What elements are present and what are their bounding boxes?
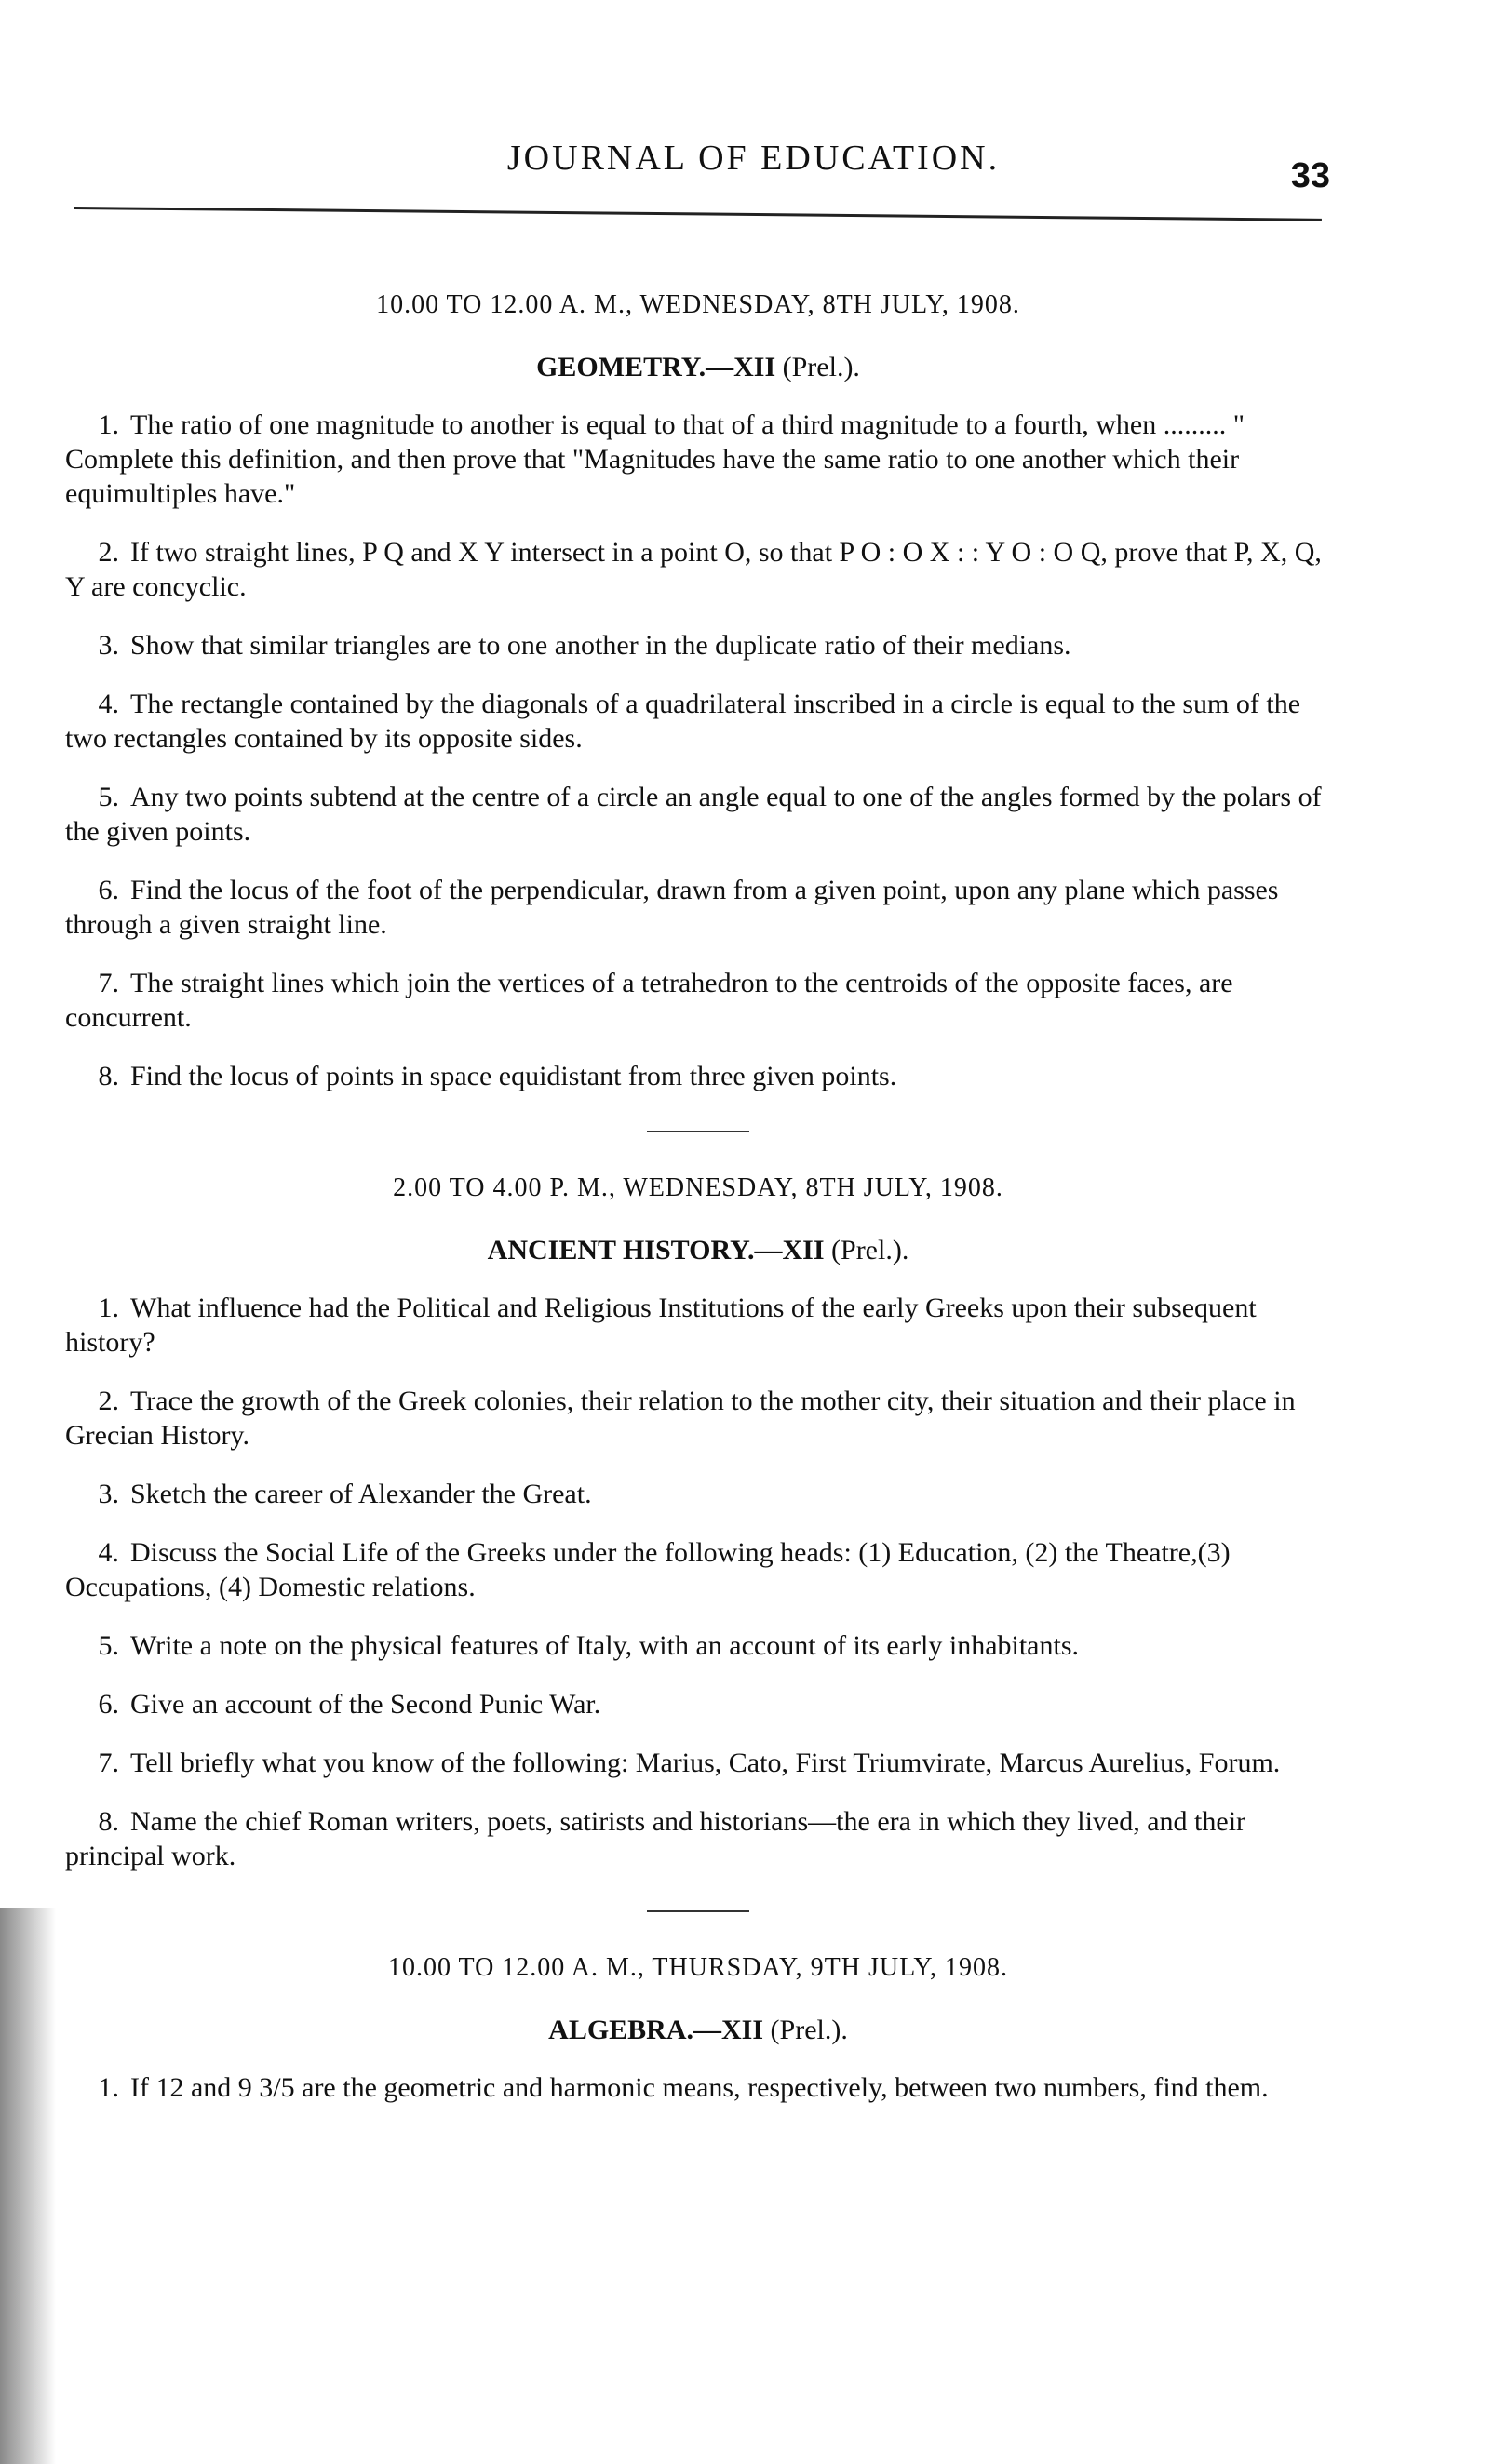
question [65,628,1331,663]
section-time: 10.00 TO 12.00 A. M., THURSDAY, 9TH JULY, 1908. [387,1953,1008,1982]
question-number: 1. [98,409,119,440]
question-number: 1. [98,1292,119,1323]
section-title [65,2015,1331,2046]
section-subtitle: (Prel.). [831,1235,909,1265]
question-text: Tell briefly what you know of the following: Marius, Cato, First Triumvirate, Marcus Aurelius, Forum. [130,1748,1281,1778]
question [65,1687,1331,1721]
question-text: The ratio of one magnitude to another is equal to that of a third magnitude to a fourth, when ......... " Complete this definition, and then prove that "Magnitudes have the same ratio to one another which their equimultiples have." [65,409,1245,509]
exam-section-ancient-history [65,1173,1331,1873]
question-number: 1. [98,2072,119,2103]
question [65,1746,1331,1780]
question [65,873,1331,942]
question-text: Sketch the career of Alexander the Great. [130,1479,592,1509]
question-number: 3. [98,1479,119,1509]
question-text: Show that similar triangles are to one another in the duplicate ratio of their medians. [130,630,1071,661]
question-text: Name the chief Roman writers, poets, satirists and historians—the era in which they lived, and their principal work. [65,1806,1246,1871]
question-text: Write a note on the physical features of Italy, with an account of its early inhabitants. [130,1630,1080,1661]
question-text: Find the locus of points in space equidistant from three given points. [130,1061,897,1091]
section-title-text: ANCIENT HISTORY.—XII [487,1235,825,1265]
question [65,1477,1331,1511]
question-number: 5. [98,1630,119,1661]
question-number: 8. [98,1061,119,1091]
question-number: 6. [98,1689,119,1720]
section-subtitle: (Prel.). [770,2015,848,2045]
section-title-text: GEOMETRY.—XII [536,352,776,382]
question-number: 5. [98,782,119,812]
question [65,687,1331,756]
section-time: 2.00 TO 4.00 P. M., WEDNESDAY, 8TH JULY, 1908. [393,1173,1003,1202]
question-text: If 12 and 9 3/5 are the geometric and harmonic means, respectively, between two numbers, find them. [130,2072,1269,2103]
question-text: Discuss the Social Life of the Greeks under the following heads: (1) Education, (2) the Theatre,(3) Occupations, (4) Domestic relations. [65,1537,1231,1602]
section-subtitle: (Prel.). [782,352,860,382]
exam-content [65,290,1331,2129]
running-title: JOURNAL OF EDUCATION. [506,139,1001,178]
question [65,1804,1331,1873]
section-divider [647,1131,749,1132]
page-number: 33 [1290,156,1330,195]
question-number: 7. [98,1748,119,1778]
question-number: 8. [98,1806,119,1837]
question-number: 4. [98,689,119,719]
header-rule [74,207,1322,221]
section-time: 10.00 TO 12.00 A. M., WEDNESDAY, 8TH JULY, 1908. [376,290,1020,319]
question-number: 7. [98,968,119,998]
section-title-text: ALGEBRA.—XII [548,2015,764,2045]
question-text: Find the locus of the foot of the perpendicular, drawn from a given point, upon any plane which passes through a given straight line. [65,875,1279,940]
question [65,966,1331,1035]
question [65,535,1331,604]
question [65,1384,1331,1453]
question-number: 2. [98,537,119,568]
question [65,408,1331,511]
question [65,2070,1331,2105]
section-divider [647,1910,749,1912]
question-text: The rectangle contained by the diagonals of a quadrilateral inscribed in a circle is equal to the sum of the two rectangles contained by its opposite sides. [65,689,1301,754]
question-text: If two straight lines, P Q and X Y intersect in a point O, so that P O : O X : : Y O : O Q, prove that P, X, Q, Y are concyclic. [65,537,1322,602]
question-number: 2. [98,1386,119,1416]
question-text: The straight lines which join the vertices of a tetrahedron to the centroids of the opposite faces, are concurrent. [65,968,1233,1033]
exam-section-algebra [65,1953,1331,2105]
question [65,1628,1331,1663]
question-text: Trace the growth of the Greek colonies, their relation to the mother city, their situation and their place in Grecian History. [65,1386,1296,1451]
question-number: 4. [98,1537,119,1568]
question [65,1059,1331,1093]
question-text: What influence had the Political and Religious Institutions of the early Greeks upon their subsequent history? [65,1292,1257,1358]
question-number: 6. [98,875,119,905]
section-title [65,1235,1331,1266]
question [65,780,1331,849]
question [65,1291,1331,1359]
section-title [65,352,1331,383]
question-text: Give an account of the Second Punic War. [130,1689,601,1720]
question [65,1535,1331,1604]
exam-section-geometry [65,290,1331,1093]
question-number: 3. [98,630,119,661]
question-text: Any two points subtend at the centre of a circle an angle equal to one of the angles formed by the polars of the given points. [65,782,1322,847]
scan-edge-shadow [0,1908,56,2464]
